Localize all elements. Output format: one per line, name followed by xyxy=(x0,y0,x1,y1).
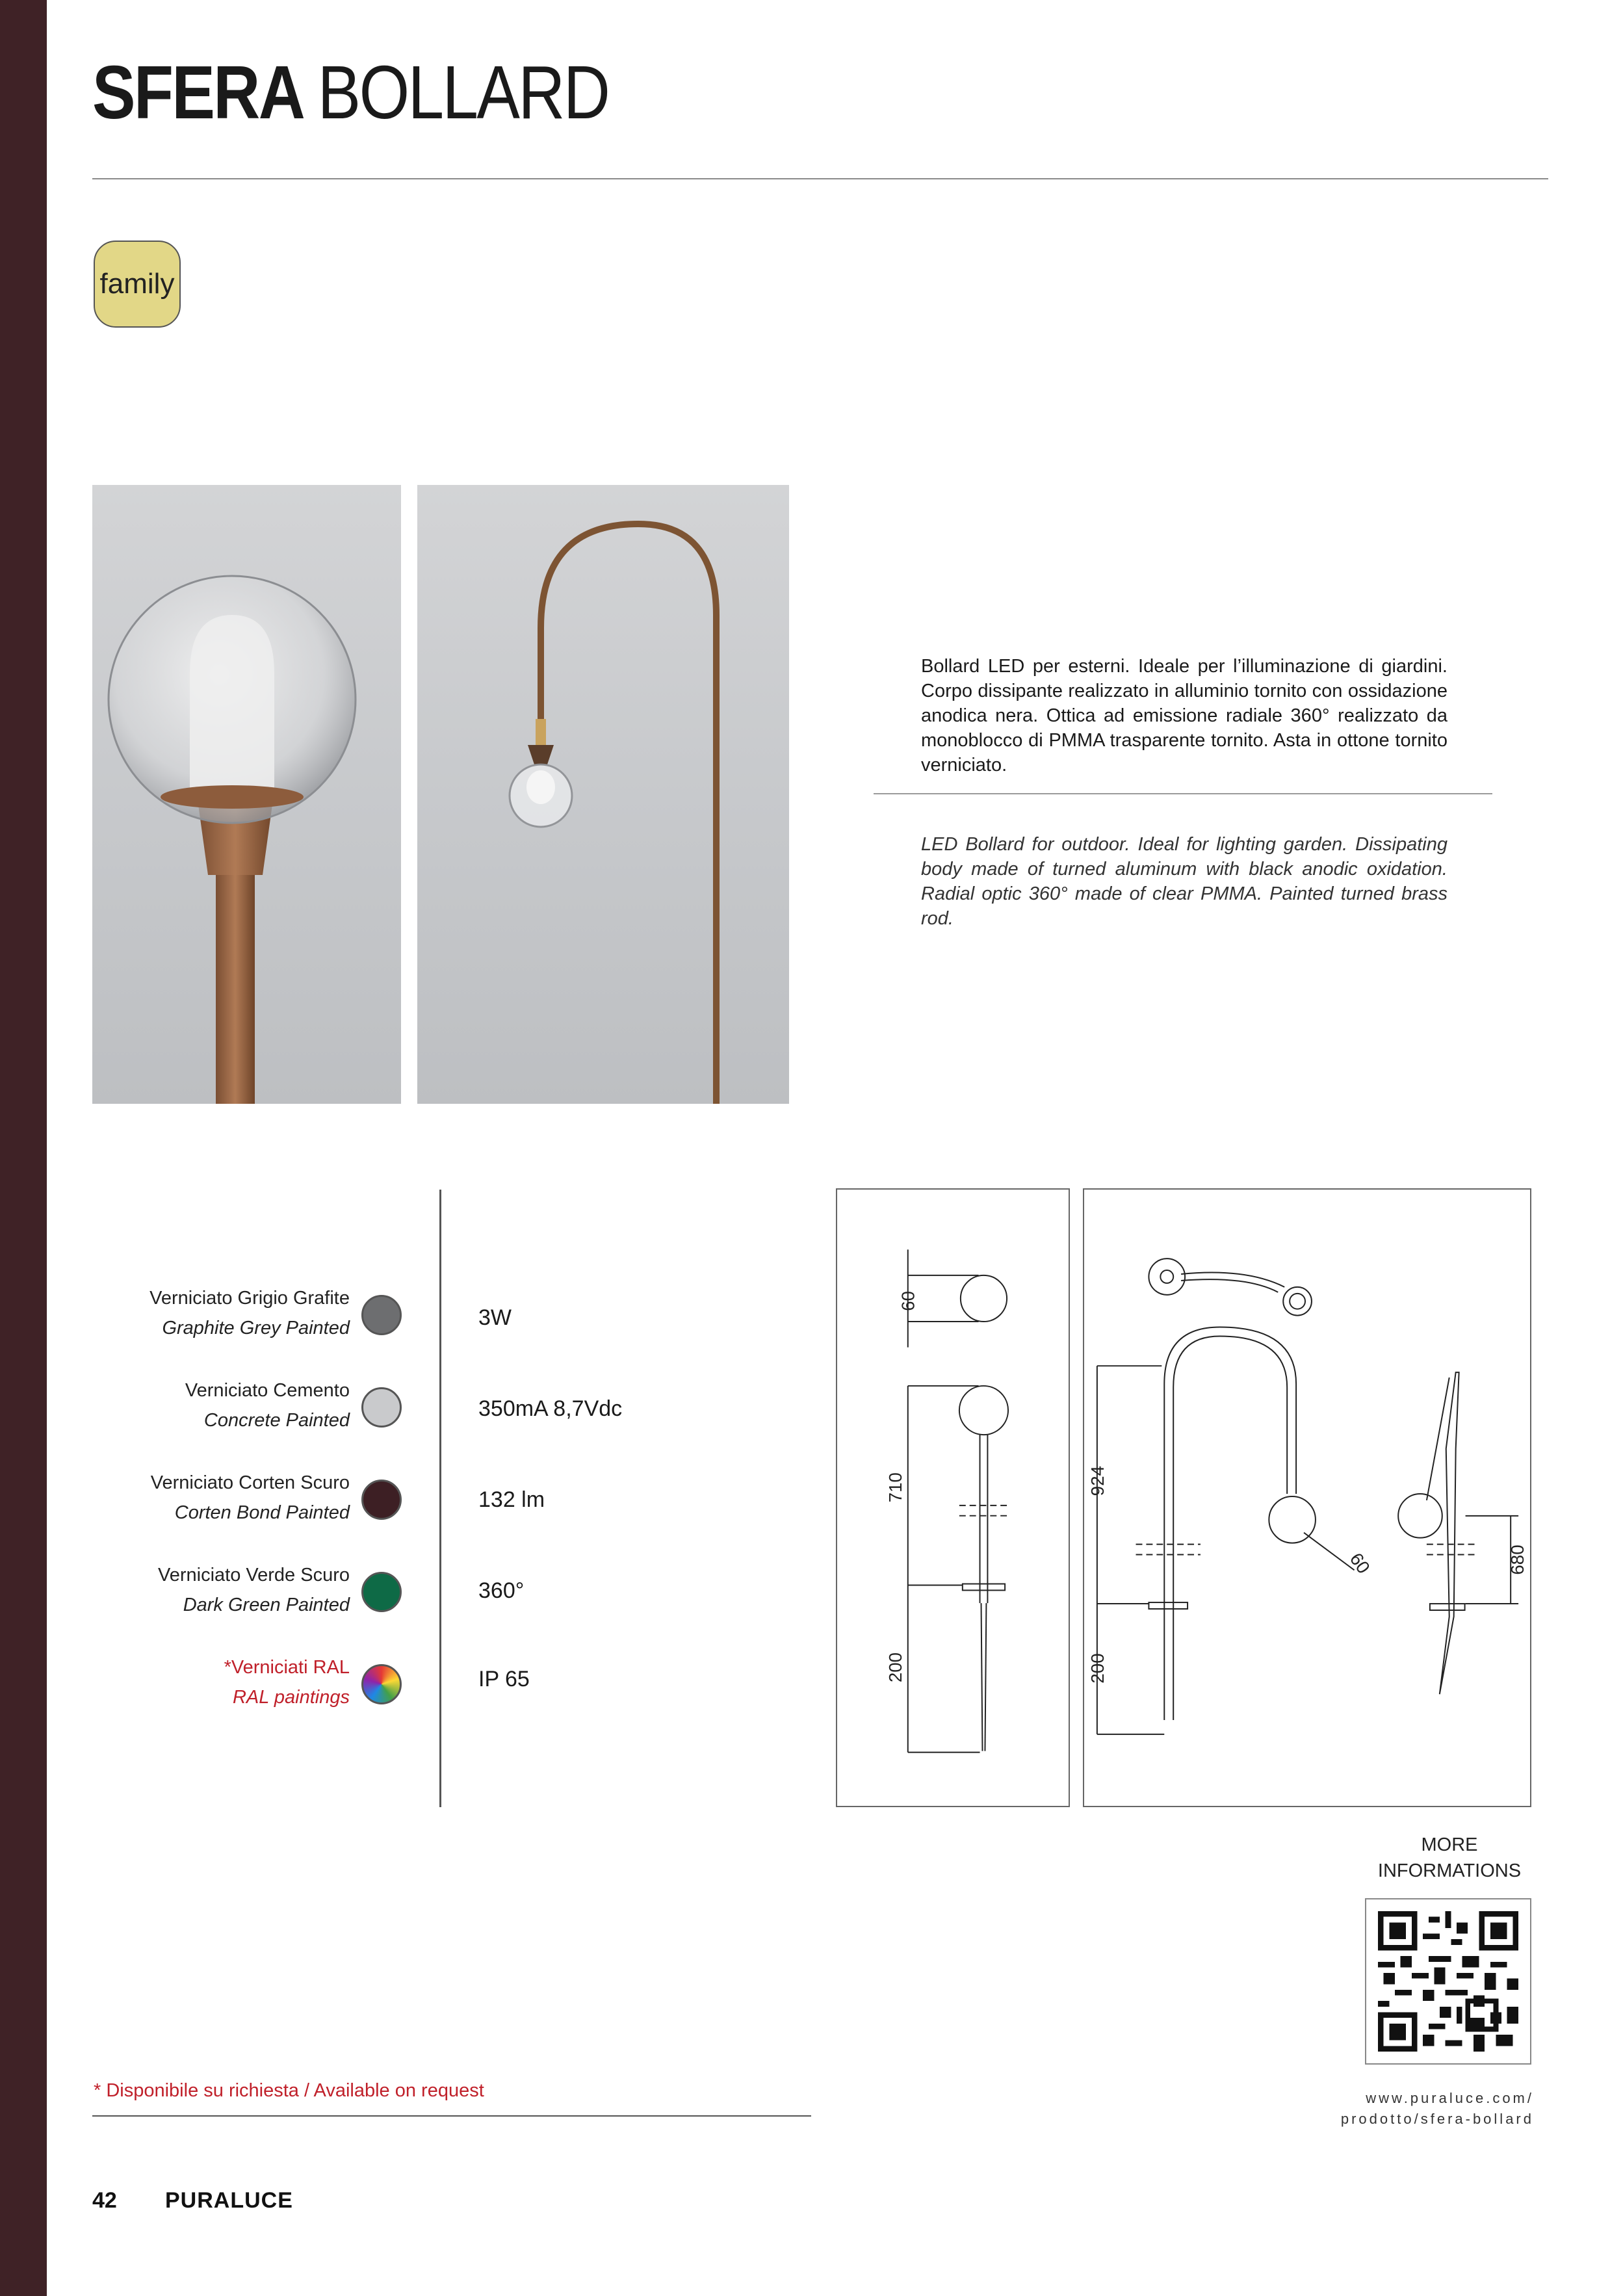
finish-label-en: Concrete Painted xyxy=(203,1410,350,1431)
finish-corten xyxy=(97,1468,350,1528)
finish-label-it: Verniciato Verde Scuro xyxy=(157,1565,350,1585)
family-badge[interactable]: family xyxy=(94,241,181,328)
dim-total: 924 xyxy=(1087,1465,1108,1496)
more-info-line1: MORE xyxy=(1421,1834,1478,1855)
dim-upper: 710 xyxy=(885,1472,905,1503)
qr-code-icon xyxy=(1378,1911,1518,2052)
page-title xyxy=(92,47,608,138)
swatch-concrete[interactable] xyxy=(361,1387,402,1428)
description-divider xyxy=(874,793,1492,794)
title-product-name: SFERA xyxy=(92,50,302,135)
qr-code[interactable] xyxy=(1365,1898,1531,2065)
spec-beam-angle: 360° xyxy=(478,1578,525,1603)
technical-drawing-curved xyxy=(1083,1188,1531,1807)
spec-current: 350mA 8,7Vdc xyxy=(478,1396,623,1421)
closeup-illustration xyxy=(92,485,401,1104)
swatch-dark-green[interactable] xyxy=(361,1572,402,1612)
spec-ip-rating: IP 65 xyxy=(478,1667,530,1691)
straight-bollard-drawing xyxy=(837,1190,1069,1806)
brand-name: PURALUCE xyxy=(165,2188,293,2213)
swatch-graphite-grey[interactable] xyxy=(361,1295,402,1335)
swatch-corten[interactable] xyxy=(361,1480,402,1520)
finish-concrete xyxy=(97,1376,350,1435)
spec-lumen: 132 lm xyxy=(478,1487,545,1512)
availability-footnote: * Disponibile su richiesta / Available on request xyxy=(94,2080,484,2101)
description-italian: Bollard LED per esterni. Ideale per l’illuminazione di giardini. Corpo dissipante realizzato in alluminio tornito con ossidazione anodica nera. Ottica ad emissione radiale 360° realizzato da monoblocco di PMMA trasparente tornito. Asta in ottone tornito verniciato. xyxy=(921,656,1448,776)
specs-divider xyxy=(439,1190,441,1807)
page-number: 42 xyxy=(92,2188,117,2213)
description-english: LED Bollard for outdoor. Ideal for lighting garden. Dissipating body made of turned aluminum with black anodic oxidation. Radial optic 360° made of clear PMMA. Painted turned brass rod. xyxy=(921,834,1448,929)
spec-power: 3W xyxy=(478,1305,512,1330)
technical-drawing-straight xyxy=(836,1188,1070,1807)
dim-sphere: 60 xyxy=(1345,1549,1374,1578)
finish-dark-green xyxy=(97,1560,350,1620)
product-url[interactable] xyxy=(1287,2088,1534,2130)
finish-graphite-grey xyxy=(97,1283,350,1343)
dim-side: 680 xyxy=(1507,1545,1528,1575)
url-line2: prodotto/sfera-bollard xyxy=(1340,2111,1534,2127)
finish-ral xyxy=(97,1652,350,1712)
product-photo-closeup xyxy=(92,485,401,1104)
swatch-ral-rainbow[interactable] xyxy=(361,1664,402,1704)
finish-label-it: *Verniciati RAL xyxy=(224,1657,350,1678)
url-line1: www.puraluce.com/ xyxy=(1366,2090,1534,2106)
more-info-line2: INFORMATIONS xyxy=(1377,1860,1522,1881)
title-product-type: BOLLARD xyxy=(317,50,609,135)
finish-label-en: Dark Green Painted xyxy=(183,1595,350,1615)
finish-label-it: Verniciato Grigio Grafite xyxy=(149,1288,350,1309)
finish-label-en: Corten Bond Painted xyxy=(174,1502,350,1523)
finish-label-it: Verniciato Corten Scuro xyxy=(150,1472,350,1493)
title-divider xyxy=(92,178,1548,179)
side-color-bar xyxy=(0,0,47,2296)
finish-label-en: Graphite Grey Painted xyxy=(162,1318,350,1338)
footnote-divider xyxy=(92,2115,811,2117)
finish-label-en: RAL paintings xyxy=(232,1687,350,1708)
product-photo-full xyxy=(417,485,789,1104)
dim-head: 60 xyxy=(898,1291,918,1311)
curved-bollard-drawing xyxy=(1084,1190,1530,1806)
more-info-label xyxy=(1365,1832,1534,1884)
dim-lower: 200 xyxy=(885,1652,905,1683)
finish-label-it: Verniciato Cemento xyxy=(185,1380,350,1401)
dim-lower-right: 200 xyxy=(1087,1653,1108,1684)
full-bollard-illustration xyxy=(417,485,789,1104)
